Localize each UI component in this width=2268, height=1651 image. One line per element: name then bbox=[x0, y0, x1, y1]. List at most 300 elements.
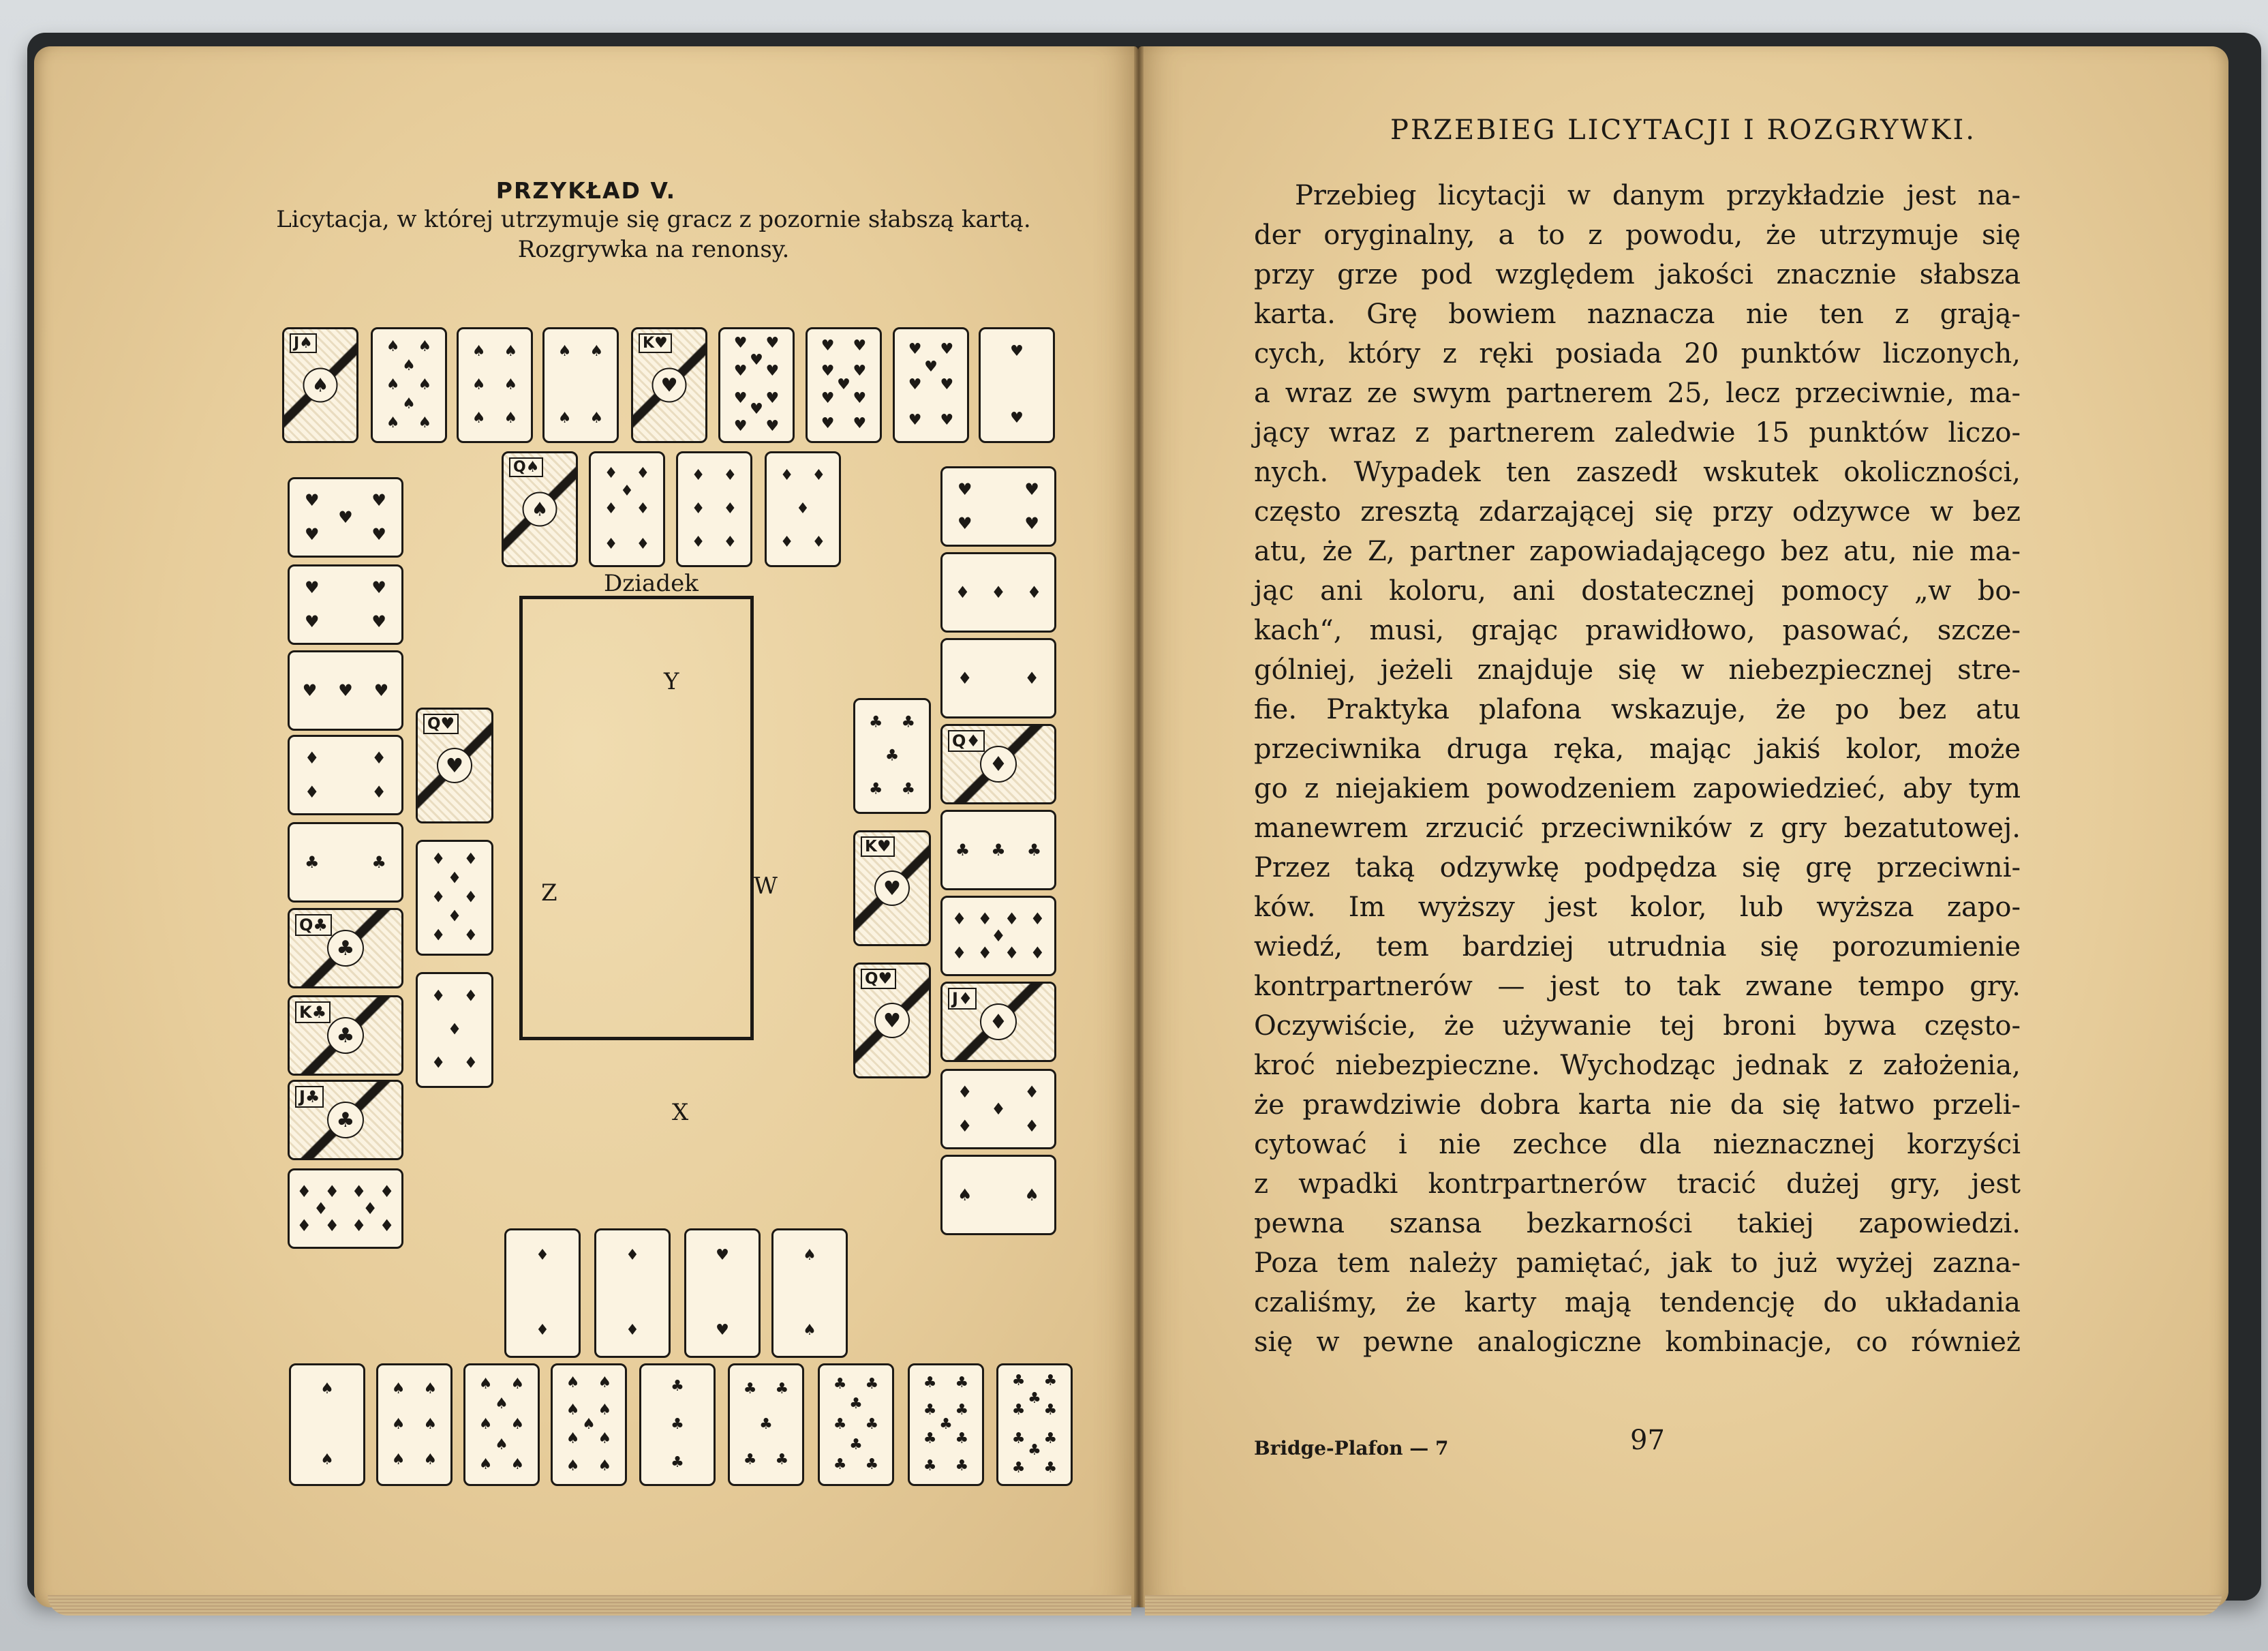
suit-pip-icon: ♦ bbox=[305, 782, 320, 802]
suit-pip-icon: ♥ bbox=[765, 389, 780, 407]
suit-pip-icon: ♠ bbox=[589, 342, 604, 360]
suit-pip-icon: ♠ bbox=[582, 1416, 596, 1433]
card-rank: J♣ bbox=[295, 1086, 324, 1108]
suit-pip-icon: ♠ bbox=[472, 342, 486, 360]
face-card-icon: ♥ bbox=[437, 748, 472, 783]
playing-card bbox=[288, 1168, 403, 1249]
suit-pip-icon: ♦ bbox=[723, 534, 737, 551]
suit-pip-icon: ♣ bbox=[1011, 1372, 1026, 1389]
suit-pip-icon: ♠ bbox=[478, 1456, 493, 1474]
suit-pip-icon: ♠ bbox=[598, 1429, 612, 1447]
suit-pip-icon: ♠ bbox=[510, 1375, 525, 1393]
face-card-icon: ♣ bbox=[327, 930, 364, 967]
text-line: przeciwnika druga ręka, mając jakiś kolor, może bbox=[1254, 733, 2021, 765]
playing-card bbox=[288, 995, 403, 1076]
suit-pip-icon: ♦ bbox=[536, 1322, 549, 1339]
face-card-icon: ♠ bbox=[523, 492, 557, 527]
playing-card bbox=[463, 1363, 540, 1486]
suit-pip-icon: ♠ bbox=[418, 338, 432, 356]
playing-card bbox=[416, 708, 493, 823]
suit-pip-icon: ♥ bbox=[371, 524, 386, 544]
suit-pip-icon: ♦ bbox=[431, 987, 446, 1005]
text-line: cytować i nie zechce dla nieznacznej korzyści bbox=[1254, 1129, 2021, 1160]
suit-pip-icon: ♠ bbox=[566, 1374, 580, 1392]
suit-pip-icon: ♣ bbox=[775, 1451, 789, 1469]
suit-pip-icon: ♦ bbox=[1026, 583, 1042, 602]
text-line: cych, który z ręki posiada 20 punktów liczonych, bbox=[1254, 338, 2021, 369]
suit-pip-icon: ♥ bbox=[821, 337, 835, 354]
suit-pip-icon: ♦ bbox=[1024, 1082, 1039, 1102]
seat-north: Y bbox=[664, 668, 679, 695]
suit-pip-icon: ♣ bbox=[833, 1456, 847, 1474]
suit-pip-icon: ♦ bbox=[636, 464, 650, 482]
suit-pip-icon: ♦ bbox=[447, 1020, 462, 1039]
playing-card bbox=[853, 830, 931, 946]
suit-pip-icon: ♣ bbox=[868, 713, 883, 731]
suit-pip-icon: ♣ bbox=[671, 1416, 684, 1433]
text-line: gólniej, jeżeli znajduje się w niebezpiecznej stre- bbox=[1254, 654, 2021, 686]
playing-card bbox=[589, 451, 665, 567]
text-line: go z niejakiem powodzeniem zapowiedzieć, aby tym bbox=[1254, 773, 2021, 804]
suit-pip-icon: ♠ bbox=[957, 1185, 972, 1205]
playing-card bbox=[416, 972, 493, 1088]
suit-pip-icon: ♥ bbox=[1024, 513, 1039, 533]
suit-pip-icon: ♠ bbox=[598, 1402, 612, 1419]
suit-pip-icon: ♦ bbox=[447, 907, 462, 926]
seat-west: Z bbox=[541, 879, 557, 907]
suit-pip-icon: ♣ bbox=[305, 853, 320, 872]
suit-pip-icon: ♣ bbox=[923, 1429, 937, 1447]
card-diagram bbox=[34, 46, 1138, 1607]
text-line: manewrem zrzucić przeciwników z gry bezatutowej. bbox=[1254, 813, 2021, 844]
text-line: często zresztą zdarzającej się przy odzywce w bez bbox=[1254, 496, 2021, 528]
card-rank: Q♣ bbox=[295, 914, 332, 936]
suit-pip-icon: ♦ bbox=[604, 500, 618, 517]
suit-pip-icon: ♣ bbox=[1028, 1442, 1041, 1459]
suit-pip-icon: ♠ bbox=[320, 1451, 334, 1469]
text-line: się w pewne analogiczne kombinacje, co również bbox=[1254, 1327, 2021, 1358]
book-gutter bbox=[1134, 46, 1144, 1607]
suit-pip-icon: ♥ bbox=[371, 491, 386, 511]
suit-pip-icon: ♣ bbox=[991, 840, 1006, 860]
suit-pip-icon: ♦ bbox=[324, 1182, 340, 1202]
suit-pip-icon: ♥ bbox=[302, 681, 318, 700]
text-line: czaliśmy, że karty mają tendencję do układania bbox=[1254, 1287, 2021, 1318]
suit-pip-icon: ♥ bbox=[750, 351, 763, 369]
playing-card bbox=[288, 1080, 403, 1160]
suit-pip-icon: ♦ bbox=[463, 888, 478, 907]
playing-card bbox=[771, 1228, 848, 1358]
suit-pip-icon: ♥ bbox=[821, 415, 835, 433]
suit-pip-icon: ♥ bbox=[908, 376, 922, 393]
face-card-icon: ♥ bbox=[652, 368, 687, 403]
suit-pip-icon: ♥ bbox=[305, 491, 320, 511]
face-card-icon: ♠ bbox=[303, 368, 338, 403]
suit-pip-icon: ♦ bbox=[313, 1199, 328, 1218]
suit-pip-icon: ♥ bbox=[853, 363, 867, 380]
text-line: jąc ani koloru, ani dostatecznej pomocy „w bo- bbox=[1254, 575, 2021, 607]
suit-pip-icon: ♠ bbox=[391, 1416, 405, 1433]
suit-pip-icon: ♠ bbox=[504, 376, 518, 393]
playing-card bbox=[288, 650, 403, 731]
face-card-icon: ♣ bbox=[327, 1102, 364, 1138]
suit-pip-icon: ♦ bbox=[463, 926, 478, 945]
suit-pip-icon: ♠ bbox=[566, 1457, 580, 1474]
suit-pip-icon: ♣ bbox=[1028, 1389, 1041, 1407]
suit-pip-icon: ♥ bbox=[765, 363, 780, 380]
playing-card bbox=[853, 963, 931, 1078]
playing-card bbox=[718, 327, 795, 443]
suit-pip-icon: ♦ bbox=[723, 466, 737, 484]
playing-card bbox=[940, 982, 1056, 1062]
text-line: Przebieg licytacji w danym przykładzie jest na- bbox=[1295, 180, 2021, 211]
suit-pip-icon: ♥ bbox=[765, 417, 780, 435]
suit-pip-icon: ♦ bbox=[604, 536, 618, 554]
table-outline bbox=[519, 596, 754, 1040]
suit-pip-icon: ♥ bbox=[338, 508, 353, 527]
suit-pip-icon: ♣ bbox=[671, 1453, 684, 1471]
face-card-icon: ♣ bbox=[327, 1017, 364, 1054]
suit-pip-icon: ♠ bbox=[504, 342, 518, 360]
suit-pip-icon: ♥ bbox=[765, 335, 780, 352]
suit-pip-icon: ♦ bbox=[1024, 669, 1039, 688]
suit-pip-icon: ♥ bbox=[821, 363, 835, 380]
text-line: a wraz ze swym partnerem 25, lecz przeciwnie, ma- bbox=[1254, 378, 2021, 409]
suit-pip-icon: ♦ bbox=[626, 1322, 639, 1339]
text-line: karta. Grę bowiem naznacza nie ten z grają- bbox=[1254, 299, 2021, 330]
dummy-label: Dziadek bbox=[604, 570, 699, 597]
suit-pip-icon: ♣ bbox=[775, 1380, 789, 1397]
playing-card bbox=[457, 327, 533, 443]
seat-east: W bbox=[754, 873, 778, 900]
suit-pip-icon: ♠ bbox=[386, 414, 400, 431]
suit-pip-icon: ♣ bbox=[1011, 1429, 1026, 1447]
suit-pip-icon: ♣ bbox=[955, 1457, 969, 1474]
suit-pip-icon: ♠ bbox=[510, 1416, 525, 1433]
playing-card bbox=[853, 698, 931, 814]
suit-pip-icon: ♣ bbox=[371, 853, 386, 872]
text-line: że prawdziwie dobra karta nie da się łatwo przeli- bbox=[1254, 1089, 2021, 1121]
suit-pip-icon: ♠ bbox=[418, 414, 432, 431]
suit-pip-icon: ♥ bbox=[853, 337, 867, 354]
suit-pip-icon: ♥ bbox=[908, 412, 922, 429]
card-rank: J♦ bbox=[948, 988, 977, 1010]
card-rank: J♠ bbox=[290, 333, 317, 353]
text-line: kroć niebezpieczne. Wychodząc jednak z założenia, bbox=[1254, 1050, 2021, 1081]
suit-pip-icon: ♦ bbox=[371, 782, 386, 802]
right-page-edges bbox=[1145, 1595, 2222, 1616]
suit-pip-icon: ♦ bbox=[463, 987, 478, 1005]
playing-card bbox=[288, 564, 403, 645]
text-line: przy grze pod względem jakości znacznie słabsza bbox=[1254, 259, 2021, 290]
text-line: Oczywiście, że używanie tej broni bywa często- bbox=[1254, 1010, 2021, 1042]
suit-pip-icon: ♥ bbox=[924, 358, 938, 376]
suit-pip-icon: ♦ bbox=[324, 1215, 340, 1235]
suit-pip-icon: ♥ bbox=[1010, 410, 1024, 427]
suit-pip-icon: ♣ bbox=[1043, 1372, 1058, 1389]
suit-pip-icon: ♦ bbox=[977, 943, 993, 963]
playing-card bbox=[806, 327, 882, 443]
playing-card bbox=[940, 810, 1056, 890]
suit-pip-icon: ♦ bbox=[379, 1182, 395, 1202]
playing-card bbox=[940, 1069, 1056, 1149]
text-line: nych. Wypadek ten zaszedł wskutek okoliczności, bbox=[1254, 457, 2021, 488]
suit-pip-icon: ♣ bbox=[759, 1416, 773, 1433]
suit-pip-icon: ♣ bbox=[849, 1436, 863, 1453]
text-line: pewna szansa bezkarności takiej zapowiedzi. bbox=[1254, 1208, 2021, 1239]
suit-pip-icon: ♦ bbox=[371, 748, 386, 768]
suit-pip-icon: ♥ bbox=[733, 417, 748, 435]
suit-pip-icon: ♦ bbox=[626, 1246, 639, 1264]
suit-pip-icon: ♦ bbox=[957, 669, 972, 688]
suit-pip-icon: ♠ bbox=[557, 342, 572, 360]
suit-pip-icon: ♦ bbox=[812, 534, 826, 551]
suit-pip-icon: ♣ bbox=[868, 780, 883, 798]
suit-pip-icon: ♦ bbox=[536, 1246, 549, 1264]
playing-card bbox=[282, 327, 358, 443]
suit-pip-icon: ♠ bbox=[391, 1451, 405, 1469]
suit-pip-icon: ♥ bbox=[371, 578, 386, 598]
card-rank: K♣ bbox=[295, 1001, 331, 1023]
seat-south: X bbox=[672, 1099, 689, 1126]
suit-pip-icon: ♦ bbox=[447, 869, 462, 888]
suit-pip-icon: ♣ bbox=[849, 1395, 863, 1413]
suit-pip-icon: ♥ bbox=[338, 681, 353, 700]
suit-pip-icon: ♥ bbox=[940, 376, 954, 393]
suit-pip-icon: ♦ bbox=[431, 926, 446, 945]
suit-pip-icon: ♠ bbox=[386, 376, 400, 393]
playing-card bbox=[639, 1363, 716, 1486]
playing-card bbox=[288, 735, 403, 815]
suit-pip-icon: ♦ bbox=[957, 1116, 972, 1136]
playing-card bbox=[818, 1363, 894, 1486]
playing-card bbox=[940, 1155, 1056, 1235]
suit-pip-icon: ♣ bbox=[743, 1380, 757, 1397]
playing-card bbox=[996, 1363, 1073, 1486]
suit-pip-icon: ♠ bbox=[510, 1456, 525, 1474]
suit-pip-icon: ♦ bbox=[463, 1054, 478, 1072]
suit-pip-icon: ♥ bbox=[750, 401, 763, 419]
suit-pip-icon: ♦ bbox=[691, 466, 705, 484]
text-line: Przez taką odzywkę podpędza się grę przeciwni- bbox=[1254, 852, 2021, 883]
face-card-icon: ♦ bbox=[980, 746, 1017, 783]
suit-pip-icon: ♣ bbox=[833, 1375, 847, 1393]
suit-pip-icon: ♦ bbox=[431, 888, 446, 907]
suit-pip-icon: ♦ bbox=[796, 500, 810, 517]
suit-pip-icon: ♣ bbox=[955, 840, 970, 860]
suit-pip-icon: ♦ bbox=[296, 1182, 312, 1202]
playing-card bbox=[502, 451, 578, 567]
suit-pip-icon: ♦ bbox=[691, 534, 705, 551]
suit-pip-icon: ♦ bbox=[691, 500, 705, 517]
suit-pip-icon: ♣ bbox=[885, 746, 900, 765]
left-page bbox=[34, 46, 1138, 1607]
suit-pip-icon: ♣ bbox=[955, 1429, 969, 1447]
suit-pip-icon: ♠ bbox=[472, 376, 486, 393]
suit-pip-icon: ♦ bbox=[431, 850, 446, 868]
suit-pip-icon: ♣ bbox=[865, 1416, 879, 1433]
suit-pip-icon: ♠ bbox=[423, 1380, 438, 1397]
text-line: atu, że Z, partner zapowiadającego bez atu, nie ma- bbox=[1254, 536, 2021, 567]
face-card-icon: ♥ bbox=[874, 870, 910, 906]
suit-pip-icon: ♠ bbox=[423, 1451, 438, 1469]
suit-pip-icon: ♦ bbox=[636, 536, 650, 554]
suit-pip-icon: ♥ bbox=[373, 681, 389, 700]
suit-pip-icon: ♦ bbox=[305, 748, 320, 768]
suit-pip-icon: ♥ bbox=[940, 340, 954, 358]
suit-pip-icon: ♦ bbox=[1024, 1116, 1039, 1136]
suit-pip-icon: ♣ bbox=[865, 1456, 879, 1474]
page-number: 97 bbox=[1630, 1425, 1665, 1456]
playing-card bbox=[684, 1228, 761, 1358]
suit-pip-icon: ♣ bbox=[1026, 840, 1042, 860]
suit-pip-icon: ♠ bbox=[495, 1395, 508, 1413]
suit-pip-icon: ♣ bbox=[923, 1402, 937, 1419]
suit-pip-icon: ♠ bbox=[557, 410, 572, 427]
text-line: Poza tem należy pamiętać, jak to już wyżej zazna- bbox=[1254, 1247, 2021, 1279]
suit-pip-icon: ♠ bbox=[803, 1246, 816, 1264]
text-line: fie. Praktyka plafona wskazuje, że po bez atu bbox=[1254, 694, 2021, 725]
suit-pip-icon: ♦ bbox=[957, 1082, 972, 1102]
suit-pip-icon: ♣ bbox=[1043, 1459, 1058, 1477]
playing-card bbox=[940, 896, 1056, 976]
suit-pip-icon: ♣ bbox=[743, 1451, 757, 1469]
suit-pip-icon: ♦ bbox=[955, 583, 970, 602]
suit-pip-icon: ♣ bbox=[671, 1378, 684, 1395]
card-rank: Q♦ bbox=[948, 730, 985, 752]
suit-pip-icon: ♥ bbox=[305, 578, 320, 598]
suit-pip-icon: ♣ bbox=[939, 1416, 953, 1433]
card-rank: K♥ bbox=[861, 836, 895, 857]
suit-pip-icon: ♥ bbox=[1024, 480, 1039, 500]
face-card-icon: ♥ bbox=[874, 1003, 910, 1038]
suit-pip-icon: ♣ bbox=[833, 1416, 847, 1433]
suit-pip-icon: ♦ bbox=[1004, 909, 1020, 929]
playing-card bbox=[594, 1228, 671, 1358]
suit-pip-icon: ♦ bbox=[812, 466, 826, 484]
playing-card bbox=[908, 1363, 984, 1486]
suit-pip-icon: ♠ bbox=[495, 1436, 508, 1453]
text-line: ków. Im wyższy jest kolor, lub wyższa zapo- bbox=[1254, 892, 2021, 923]
playing-card bbox=[631, 327, 707, 443]
suit-pip-icon: ♠ bbox=[472, 410, 486, 427]
playing-card bbox=[288, 822, 403, 903]
suit-pip-icon: ♦ bbox=[604, 464, 618, 482]
suit-pip-icon: ♥ bbox=[821, 389, 835, 407]
text-line: z wpadki kontrpartnerów tracić dużej gry, jest bbox=[1254, 1168, 2021, 1200]
text-line: kontrpartnerów — jest to tak zwane tempo gry. bbox=[1254, 971, 2021, 1002]
suit-pip-icon: ♦ bbox=[991, 926, 1006, 945]
suit-pip-icon: ♦ bbox=[780, 466, 794, 484]
suit-pip-icon: ♣ bbox=[865, 1375, 879, 1393]
suit-pip-icon: ♥ bbox=[908, 340, 922, 358]
suit-pip-icon: ♠ bbox=[478, 1416, 493, 1433]
suit-pip-icon: ♦ bbox=[431, 1054, 446, 1072]
suit-pip-icon: ♥ bbox=[305, 611, 320, 631]
suit-pip-icon: ♦ bbox=[351, 1182, 367, 1202]
playing-card bbox=[940, 724, 1056, 804]
chapter-title: PRZEBIEG LICYTACJI I ROZGRYWKI. bbox=[1390, 115, 1976, 146]
suit-pip-icon: ♣ bbox=[1043, 1429, 1058, 1447]
playing-card bbox=[676, 451, 752, 567]
playing-card bbox=[288, 477, 403, 558]
suit-pip-icon: ♦ bbox=[379, 1215, 395, 1235]
suit-pip-icon: ♦ bbox=[780, 534, 794, 551]
suit-pip-icon: ♠ bbox=[598, 1457, 612, 1474]
playing-card bbox=[416, 840, 493, 956]
suit-pip-icon: ♠ bbox=[418, 376, 432, 393]
footer-book-title: Bridge-Plafon — 7 bbox=[1254, 1437, 1449, 1459]
suit-pip-icon: ♥ bbox=[305, 524, 320, 544]
suit-pip-icon: ♣ bbox=[901, 780, 916, 798]
suit-pip-icon: ♠ bbox=[803, 1322, 816, 1339]
playing-card bbox=[940, 466, 1056, 547]
suit-pip-icon: ♠ bbox=[1024, 1185, 1039, 1205]
playing-card bbox=[551, 1363, 627, 1486]
suit-pip-icon: ♥ bbox=[733, 335, 748, 352]
suit-pip-icon: ♦ bbox=[951, 943, 967, 963]
text-line: wiedź, tem bardziej utrudnia się porozumienie bbox=[1254, 931, 2021, 963]
left-page-edges bbox=[48, 1595, 1131, 1616]
example-title: PRZYKŁAD V. bbox=[495, 177, 677, 204]
suit-pip-icon: ♦ bbox=[363, 1199, 378, 1218]
playing-card bbox=[542, 327, 619, 443]
suit-pip-icon: ♥ bbox=[733, 363, 748, 380]
suit-pip-icon: ♦ bbox=[1030, 943, 1045, 963]
suit-pip-icon: ♠ bbox=[566, 1429, 580, 1447]
suit-pip-icon: ♦ bbox=[351, 1215, 367, 1235]
suit-pip-icon: ♥ bbox=[853, 415, 867, 433]
suit-pip-icon: ♥ bbox=[371, 611, 386, 631]
suit-pip-icon: ♣ bbox=[901, 713, 916, 731]
suit-pip-icon: ♠ bbox=[402, 395, 416, 412]
suit-pip-icon: ♠ bbox=[391, 1380, 405, 1397]
suit-pip-icon: ♥ bbox=[716, 1322, 729, 1339]
suit-pip-icon: ♦ bbox=[296, 1215, 312, 1235]
card-rank: Q♥ bbox=[861, 969, 896, 989]
suit-pip-icon: ♣ bbox=[923, 1457, 937, 1474]
text-line: jący wraz z partnerem zaledwie 15 punktów liczo- bbox=[1254, 417, 2021, 449]
suit-pip-icon: ♦ bbox=[977, 909, 993, 929]
example-description: Licytacja, w której utrzymuje się gracz z pozornie słabszą kartą. Rozgrywka na renonsy. bbox=[276, 206, 1031, 263]
card-rank: K♥ bbox=[639, 333, 672, 353]
suit-pip-icon: ♦ bbox=[636, 500, 650, 517]
suit-pip-icon: ♦ bbox=[463, 850, 478, 868]
playing-card bbox=[940, 552, 1056, 633]
suit-pip-icon: ♠ bbox=[566, 1402, 580, 1419]
playing-card bbox=[289, 1363, 365, 1486]
playing-card bbox=[728, 1363, 804, 1486]
playing-card bbox=[504, 1228, 581, 1358]
suit-pip-icon: ♠ bbox=[589, 410, 604, 427]
playing-card bbox=[765, 451, 841, 567]
suit-pip-icon: ♥ bbox=[837, 376, 850, 393]
playing-card bbox=[979, 327, 1055, 443]
suit-pip-icon: ♦ bbox=[1004, 943, 1020, 963]
playing-card bbox=[893, 327, 969, 443]
playing-card bbox=[376, 1363, 453, 1486]
suit-pip-icon: ♦ bbox=[1030, 909, 1045, 929]
playing-card bbox=[288, 908, 403, 988]
suit-pip-icon: ♣ bbox=[955, 1374, 969, 1392]
suit-pip-icon: ♦ bbox=[951, 909, 967, 929]
suit-pip-icon: ♠ bbox=[320, 1380, 334, 1397]
suit-pip-icon: ♦ bbox=[991, 1100, 1006, 1119]
suit-pip-icon: ♦ bbox=[620, 482, 634, 500]
suit-pip-icon: ♥ bbox=[716, 1246, 729, 1264]
suit-pip-icon: ♥ bbox=[957, 480, 972, 500]
suit-pip-icon: ♥ bbox=[957, 513, 972, 533]
